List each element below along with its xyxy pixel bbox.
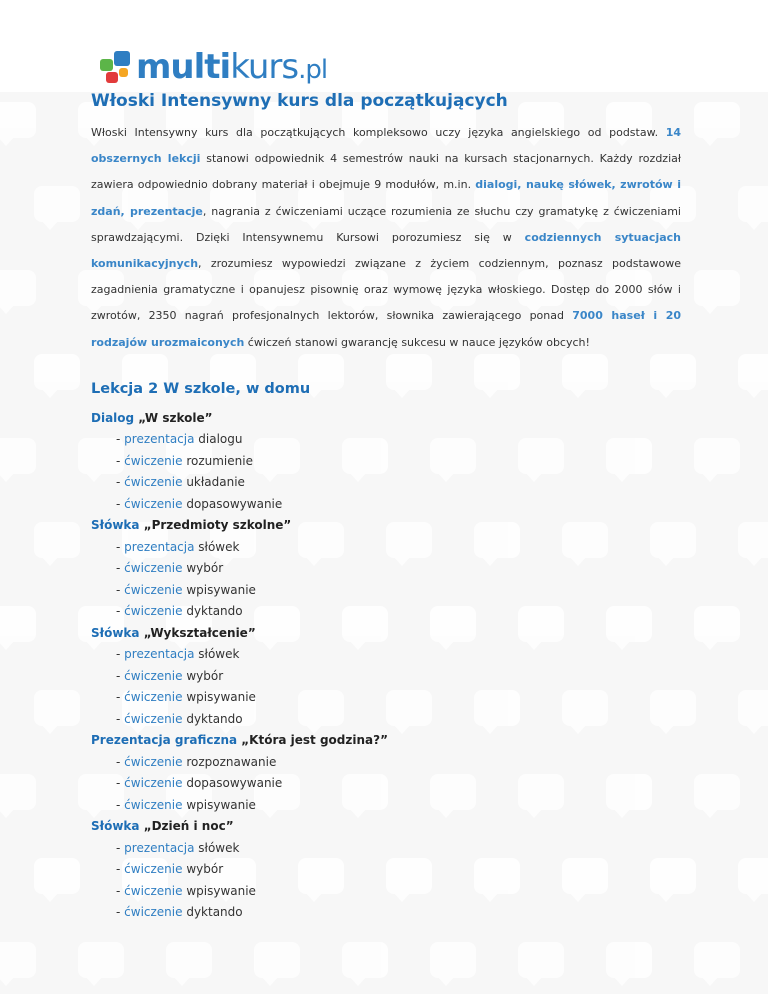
speech-bubble-icon	[606, 942, 652, 978]
list-item	[91, 472, 681, 494]
list-dash: -	[116, 862, 125, 877]
section-type: Prezentacja graficzna	[91, 733, 238, 748]
list-dash: -	[116, 776, 125, 791]
speech-bubble-icon	[166, 942, 212, 978]
exercise-link[interactable]: prezentacja	[124, 840, 195, 855]
list-item	[91, 709, 681, 731]
list-dash: -	[116, 604, 125, 619]
speech-bubble-icon	[738, 354, 768, 390]
list-dash: -	[116, 582, 125, 597]
list-dash: -	[116, 647, 125, 662]
intro-text: ćwiczeń stanowi gwarancję sukcesu w nauce języków obcych!	[244, 335, 590, 349]
exercise-description: rozpoznawanie	[182, 754, 277, 769]
list-dash: -	[116, 453, 125, 468]
logo-wordmark: multikurs.pl	[136, 46, 328, 87]
list-dash: -	[116, 432, 125, 447]
lesson-sections	[91, 408, 681, 924]
exercise-link[interactable]: ćwiczenie	[124, 561, 183, 576]
exercise-description: dyktando	[182, 604, 243, 619]
list-item	[91, 881, 681, 903]
section-type: Słówka	[91, 625, 140, 640]
list-item	[91, 838, 681, 860]
exercise-description: słówek	[194, 539, 240, 554]
speech-bubble-icon	[738, 186, 768, 222]
exercise-link[interactable]: ćwiczenie	[124, 690, 183, 705]
list-item	[91, 537, 681, 559]
exercise-description: słówek	[194, 840, 240, 855]
speech-bubble-icon	[0, 270, 36, 306]
exercise-description: rozumienie	[182, 453, 253, 468]
list-dash: -	[116, 690, 125, 705]
exercise-link[interactable]: prezentacja	[124, 647, 195, 662]
section-name: „W szkole”	[134, 410, 213, 425]
section-name: „Przedmioty szkolne”	[139, 518, 292, 533]
exercise-description: dyktando	[182, 905, 243, 920]
speech-bubble-icon	[34, 354, 80, 390]
exercise-description: dopasowywanie	[182, 776, 283, 791]
list-dash: -	[116, 840, 125, 855]
list-item	[91, 687, 681, 709]
exercise-link[interactable]: ćwiczenie	[124, 905, 183, 920]
exercise-link[interactable]: ćwiczenie	[124, 604, 183, 619]
exercise-description: dyktando	[182, 711, 243, 726]
speech-bubble-icon	[0, 774, 36, 810]
logo-icon	[100, 51, 130, 85]
list-dash: -	[116, 711, 125, 726]
exercise-description: wybór	[182, 668, 224, 683]
list-item	[91, 773, 681, 795]
speech-bubble-icon	[694, 774, 740, 810]
exercise-link[interactable]: prezentacja	[124, 432, 195, 447]
exercise-description: układanie	[182, 475, 245, 490]
exercise-link[interactable]: ćwiczenie	[124, 582, 183, 597]
lesson-title: Lekcja 2 W szkole, w domu	[91, 380, 311, 397]
section-type: Słówka	[91, 819, 140, 834]
section-title	[91, 623, 681, 645]
list-item	[91, 451, 681, 473]
list-item	[91, 429, 681, 451]
speech-bubble-icon	[34, 522, 80, 558]
exercise-description: wpisywanie	[182, 690, 256, 705]
exercise-link[interactable]: ćwiczenie	[124, 711, 183, 726]
intro-text: , zrozumiesz wypowiedzi związane z życiem codziennym, poznasz podstawowe zagadnienia gramatyczne i opanujesz pisownię oraz wymowę języka włoskiego. Dostęp do 2000 słów i zwrotów, 2350 nagrań profesjonalnych lektorów, słownika zawierającego ponad	[91, 257, 681, 323]
exercise-link[interactable]: ćwiczenie	[124, 475, 183, 490]
section-name: „Wykształcenie”	[139, 625, 256, 640]
intro-highlight: codziennych sytuacjach komunikacyjnych	[91, 230, 681, 271]
exercise-description: wpisywanie	[182, 582, 256, 597]
speech-bubble-icon	[694, 102, 740, 138]
exercise-description: wpisywanie	[182, 883, 256, 898]
exercise-link[interactable]: ćwiczenie	[124, 862, 183, 877]
section-name: „Dzień i noc”	[139, 819, 234, 834]
intro-highlight: 7000 haseł i 20 rodzajów urozmaiconych	[91, 309, 682, 349]
list-item	[91, 494, 681, 516]
speech-bubble-icon	[738, 522, 768, 558]
list-dash: -	[116, 754, 125, 769]
exercise-description: dopasowywanie	[182, 496, 283, 511]
speech-bubble-icon	[254, 942, 300, 978]
list-dash: -	[116, 883, 125, 898]
list-dash: -	[116, 561, 125, 576]
speech-bubble-icon	[0, 606, 36, 642]
section-title	[91, 515, 681, 537]
speech-bubble-icon	[694, 270, 740, 306]
intro-paragraph	[91, 120, 681, 356]
list-item	[91, 666, 681, 688]
speech-bubble-icon	[430, 942, 476, 978]
exercise-link[interactable]: ćwiczenie	[124, 776, 183, 791]
speech-bubble-icon	[738, 858, 768, 894]
list-item	[91, 558, 681, 580]
intro-highlight: 14 obszernych lekcji	[91, 126, 681, 166]
multikurs-logo	[100, 48, 327, 88]
section-title	[91, 730, 681, 752]
section-type: Słówka	[91, 518, 140, 533]
exercise-description: wpisywanie	[182, 797, 256, 812]
intro-text: stanowi odpowiednik 4 semestrów nauki na kursach stacjonarnych. Każdy rozdział zawiera odpowiednio dobrany materiał i obejmuje 9 modułów, m.in.	[91, 152, 681, 192]
exercise-link[interactable]: prezentacja	[124, 539, 195, 554]
speech-bubble-icon	[0, 438, 36, 474]
speech-bubble-icon	[694, 942, 740, 978]
page-title: Włoski Intensywny kurs dla początkujących	[91, 91, 508, 111]
list-dash: -	[116, 539, 125, 554]
list-dash: -	[116, 797, 125, 812]
exercise-link[interactable]: ćwiczenie	[124, 883, 183, 898]
list-item	[91, 902, 681, 924]
speech-bubble-icon	[342, 942, 388, 978]
list-item	[91, 752, 681, 774]
section-title	[91, 408, 681, 430]
exercise-description: słówek	[194, 647, 240, 662]
speech-bubble-icon	[518, 942, 564, 978]
exercise-link[interactable]: ćwiczenie	[124, 797, 183, 812]
list-item	[91, 795, 681, 817]
document-content	[91, 88, 681, 924]
intro-text: , nagrania z ćwiczeniami uczące rozumienia ze słuchu czy gramatykę z ćwiczeniami sprawdzającymi. Dzięki Intensywnemu Kursowi porozumiesz się w	[91, 204, 681, 244]
list-dash: -	[116, 496, 125, 511]
intro-text: Włoski Intensywny kurs dla początkujących kompleksowo uczy języka angielskiego od podstaw.	[91, 126, 666, 139]
speech-bubble-icon	[694, 438, 740, 474]
section-type: Dialog	[91, 410, 135, 425]
speech-bubble-icon	[78, 942, 124, 978]
speech-bubble-icon	[0, 102, 36, 138]
exercise-link[interactable]: ćwiczenie	[124, 668, 183, 683]
list-dash: -	[116, 668, 125, 683]
exercise-description: wybór	[182, 561, 224, 576]
speech-bubble-icon	[34, 186, 80, 222]
section-name: „Która jest godzina?”	[237, 733, 388, 748]
list-item	[91, 859, 681, 881]
exercise-link[interactable]: ćwiczenie	[124, 496, 183, 511]
exercise-description: dialogu	[194, 432, 243, 447]
exercise-description: wybór	[182, 862, 224, 877]
list-dash: -	[116, 905, 125, 920]
list-item	[91, 580, 681, 602]
speech-bubble-icon	[34, 690, 80, 726]
intro-highlight: dialogi, naukę słówek, zwrotów i zdań, prezentacje	[91, 178, 681, 218]
exercise-link[interactable]: ćwiczenie	[124, 453, 183, 468]
speech-bubble-icon	[34, 858, 80, 894]
list-dash: -	[116, 475, 125, 490]
section-title	[91, 816, 681, 838]
speech-bubble-icon	[0, 942, 36, 978]
list-item	[91, 601, 681, 623]
exercise-link[interactable]: ćwiczenie	[124, 754, 183, 769]
speech-bubble-icon	[738, 690, 768, 726]
speech-bubble-icon	[694, 606, 740, 642]
list-item	[91, 644, 681, 666]
